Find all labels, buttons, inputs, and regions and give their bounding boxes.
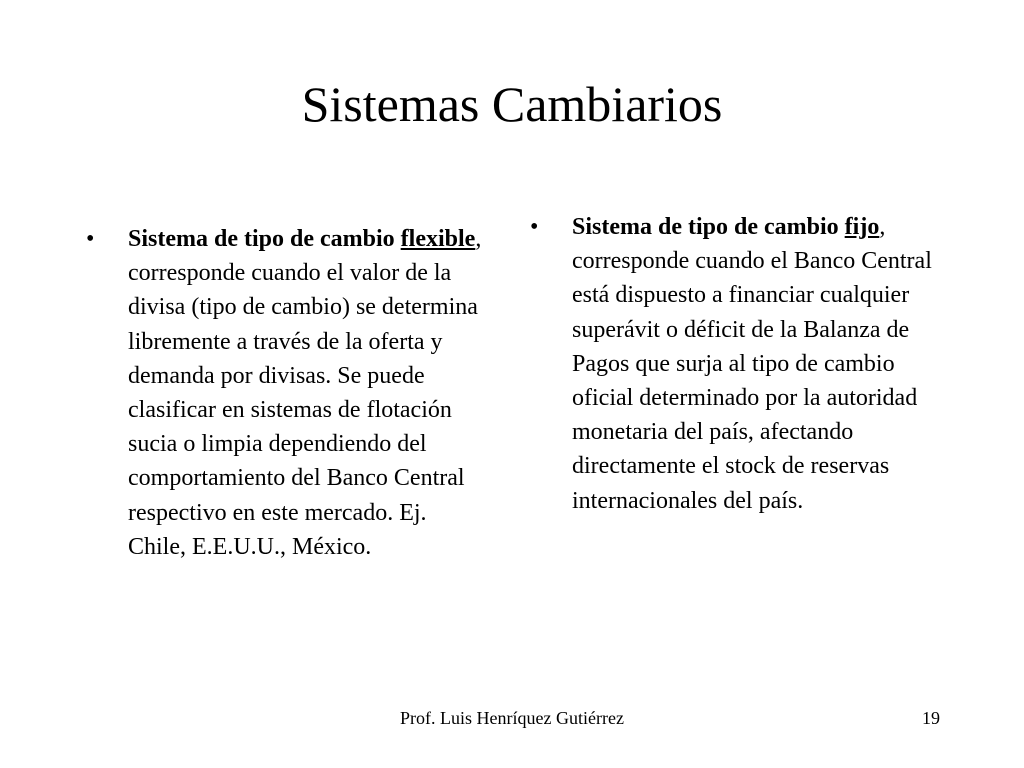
bullet-flexible-exchange (86, 222, 486, 564)
bullet-body: , corresponde cuando el valor de la divisa (tipo de cambio) se determina libremente a través de la oferta y demanda por divisas. Se puede clasificar en sistemas de flotación sucia o limpia dependiendo del comportamiento del Banco Central respectivo en este mercado. Ej. Chile, E.E.U.U., México. (128, 226, 482, 560)
bullet-icon: • (86, 226, 95, 252)
page-number: 19 (922, 708, 940, 728)
left-column (86, 222, 486, 564)
term-prefix: Sistema de tipo de cambio (572, 214, 845, 240)
bullet-body: , corresponde cuando el Banco Central está dispuesto a financiar cualquier superávit o déficit de la Balanza de Pagos que surja al tipo de cambio oficial determinado por la autoridad monetaria del país, afectando directamente el stock de reservas internacionales del país. (572, 214, 932, 514)
slide-title: Sistemas Cambiarios (301, 76, 723, 132)
footer-author: Prof. Luis Henríquez Gutiérrez (400, 708, 624, 728)
right-column (530, 210, 940, 518)
term-keyword: fijo (844, 214, 880, 240)
term-prefix: Sistema de tipo de cambio (128, 226, 401, 252)
bullet-icon: • (530, 214, 539, 240)
term-keyword: flexible (400, 226, 476, 252)
bullet-fixed-exchange (530, 210, 940, 518)
